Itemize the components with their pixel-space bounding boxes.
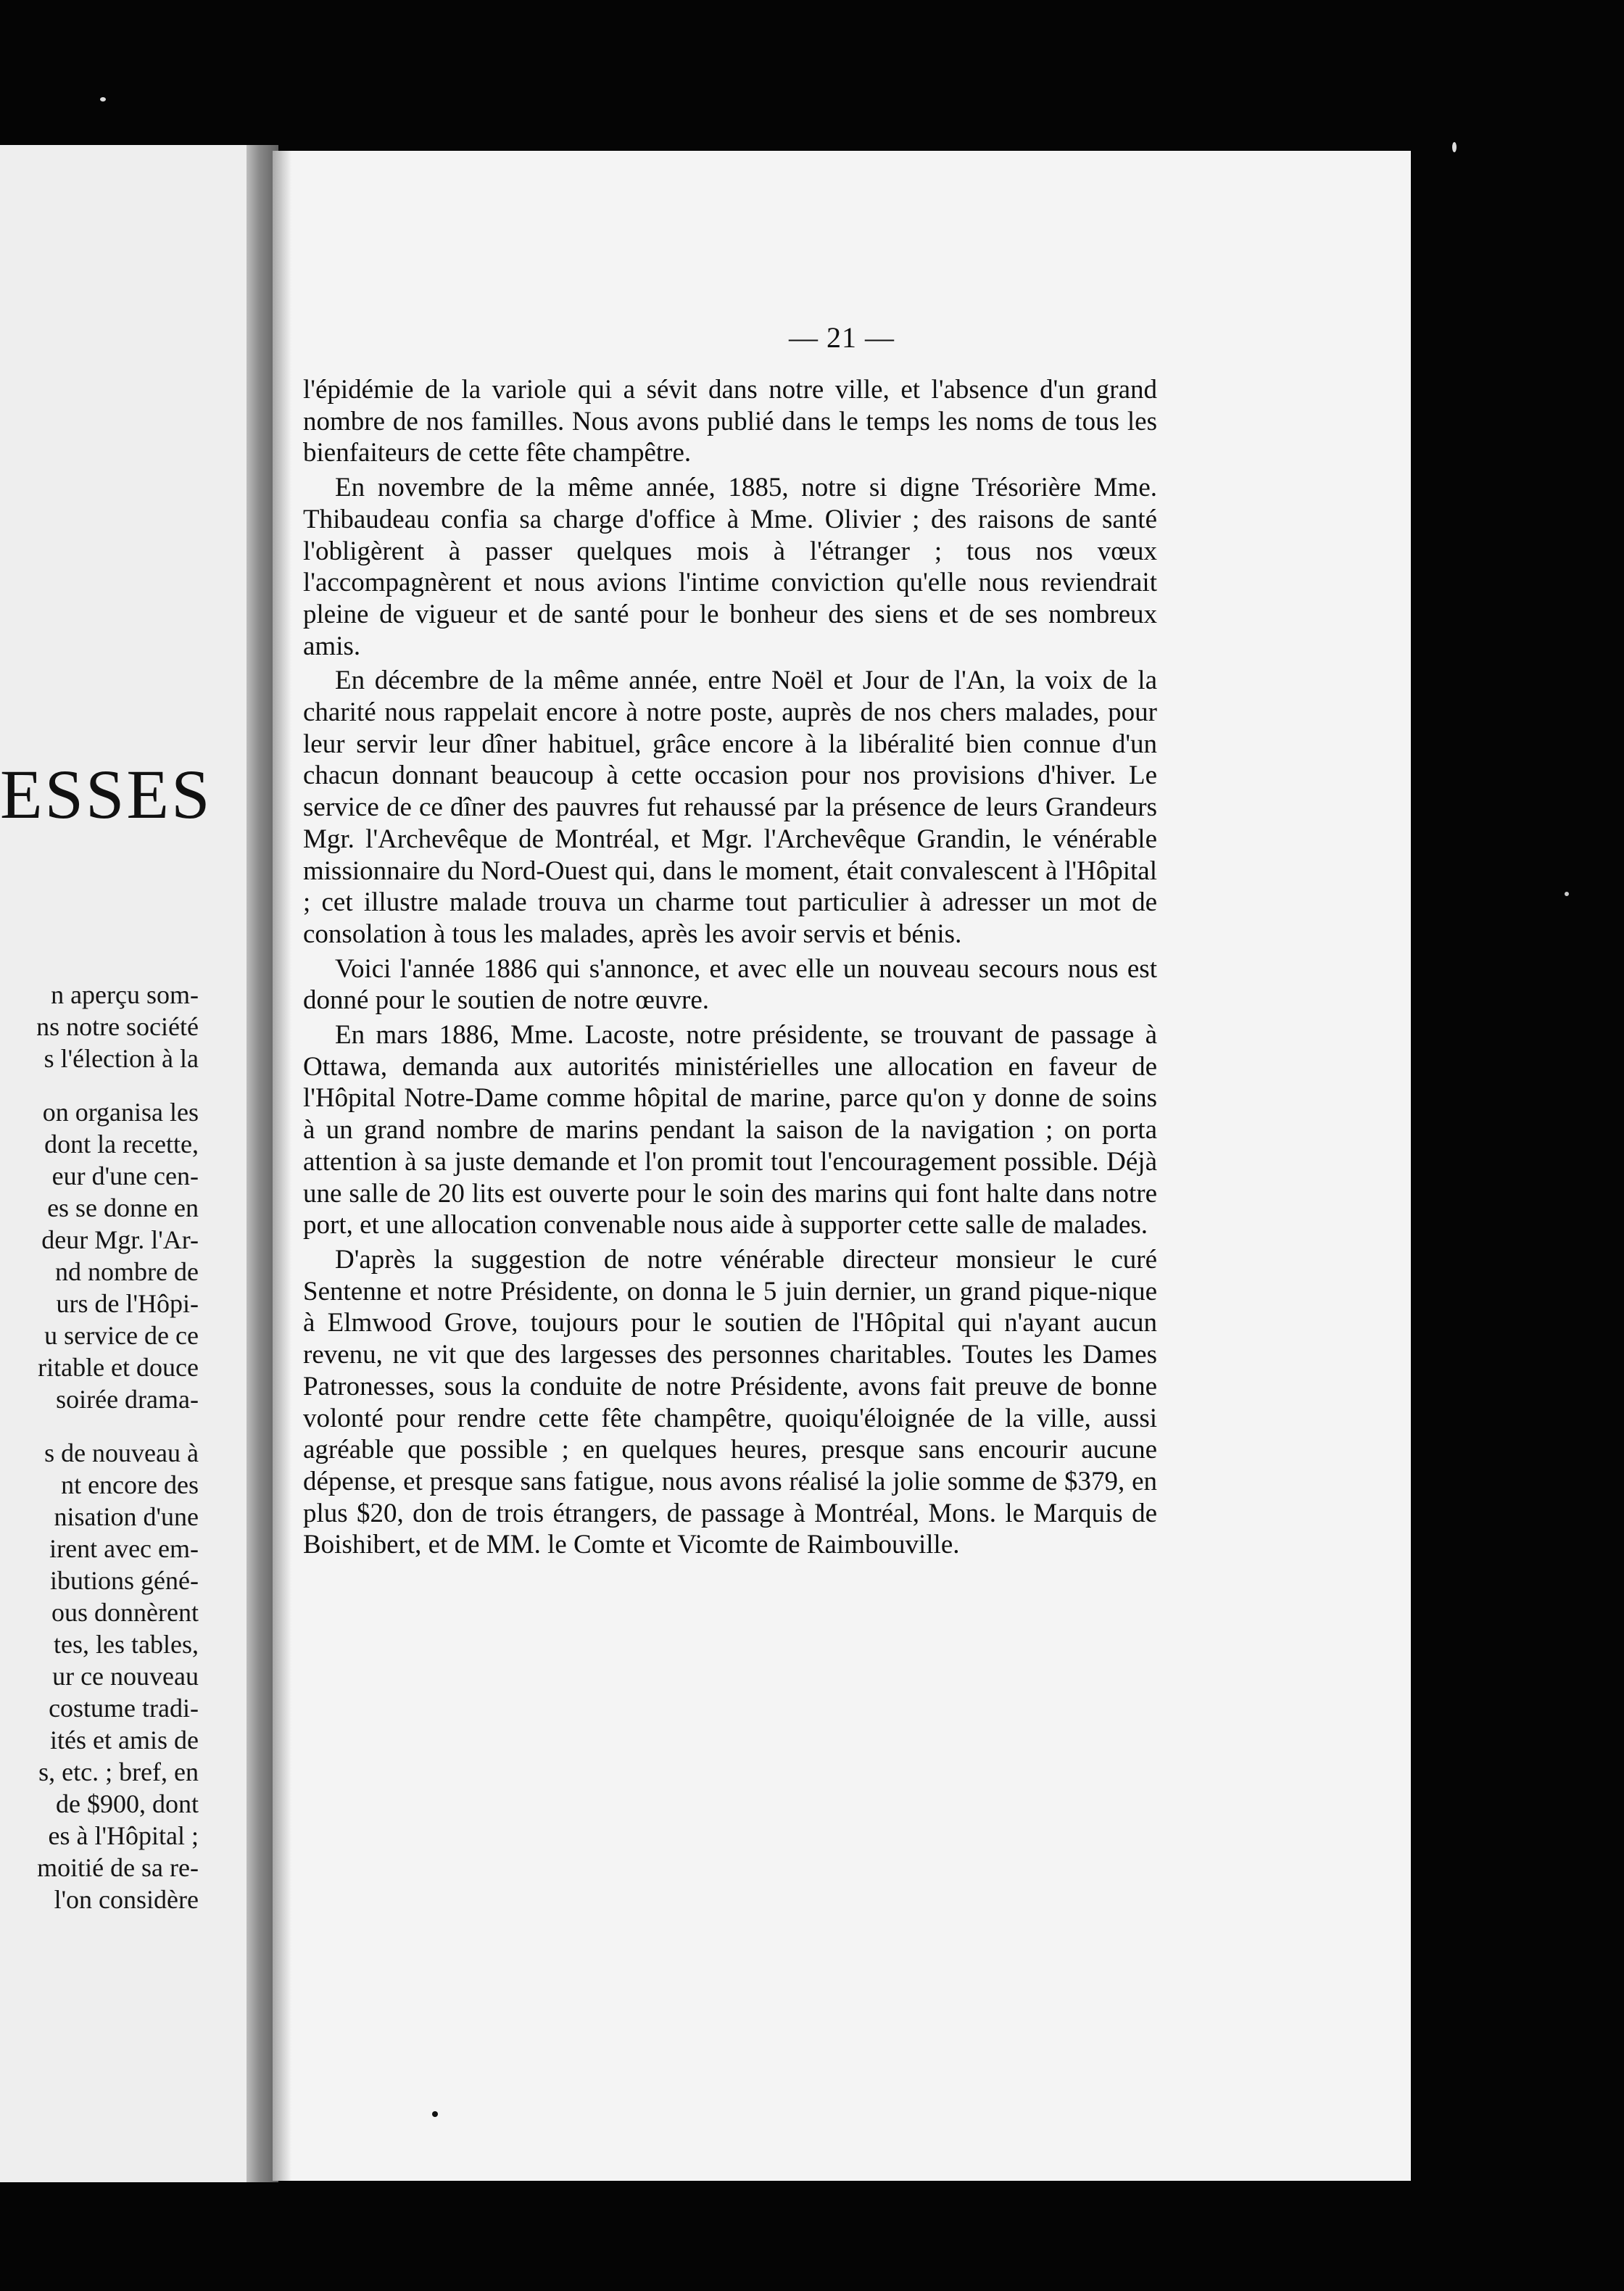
left-line: u service de ce [44, 1321, 199, 1350]
left-line: nd nombre de [55, 1257, 199, 1286]
left-line: ous donnèrent [51, 1598, 199, 1627]
left-page-text [0, 979, 199, 1915]
left-line: moitié de sa re- [37, 1853, 199, 1882]
left-line: urs de l'Hôpi- [56, 1289, 199, 1318]
left-line: dont la recette, [44, 1130, 199, 1159]
left-line: nt encore des [61, 1470, 199, 1499]
paragraph: En décembre de la même année, entre Noël et Jour de l'An, la voix de la charité nous rappelait encore à notre poste, auprès de nos chers malades, pour leur servir leur dîner habituel, grâce encore à la libéralité bien connue d'un chacun donnant beaucoup à cette occasion pour nos provisions d'hiver. Le service de ce dîner des pauvres fut rehaussé par la présence de leurs Grandeurs Mgr. l'Archevêque de Montréal, et Mgr. l'Archevêque Grandin, le vénérable missionnaire du Nord-Ouest qui, dans le moment, était convalescent à l'Hôpital ; cet illustre malade trouva un charme tout particulier à adresser un mot de consolation à tous les malades, après les avoir servis et bénis. [303, 666, 1157, 949]
paragraph: Voici l'année 1886 qui s'annonce, et avec elle un nouveau secours nous est donné pour le soutien de notre œuvre. [303, 953, 1157, 1016]
left-line: s de nouveau à [44, 1438, 199, 1467]
left-line: ibutions géné- [50, 1566, 199, 1595]
left-line: eur d'une cen- [51, 1161, 199, 1190]
left-line: ritable et douce [38, 1353, 199, 1382]
left-line: ur ce nouveau [52, 1662, 199, 1691]
left-line: s l'élection à la [44, 1044, 199, 1073]
left-line: n aperçu som- [51, 980, 199, 1009]
paragraph: D'après la suggestion de notre vénérable directeur monsieur le curé Sentenne et notre Présidente, on donna le 5 juin dernier, un grand pique-nique à Elmwood Grove, toujours pour le soutien de l'Hôpital qui n'ayant aucun revenu, ne vit que des largesses des personnes charitables. Toutes les Dames Patronesses, sous la conduite de notre Présidente, avons fait preuve de bonne volonté pour rendre cette fête champêtre, quoiqu'éloignée de la ville, aussi agréable que possible ; en quelques heures, presque sans encourir aucune dépense, et presque sans fatigue, nous avons réalisé la jolie somme de $379, en plus $20, don de trois étrangers, de passage à Montréal, Mons. le Marquis de Boishibert, et de MM. le Comte et Vicomte de Raimbouville. [303, 1244, 1157, 1560]
main-page [273, 151, 1411, 2181]
left-line: irent avec em- [49, 1534, 199, 1563]
left-line: l'on considère [54, 1885, 199, 1914]
left-line: ns notre société [36, 1012, 199, 1041]
scan-speck [1565, 892, 1569, 896]
left-line: es se donne en [47, 1193, 199, 1222]
paragraph: En mars 1886, Mme. Lacoste, notre présidente, se trouvant de passage à Ottawa, demanda aux autorités ministérielles une allocation en faveur de l'Hôpital Notre-Dame comme hôpital de marine, parce qu'on y donne de soins à un grand nombre de marins pendant la saison de la navigation ; on porta attention à sa juste demande et l'on promit tout l'encouragement possible. Déjà une salle de 20 lits est ouverte pour le soin des marins qui font halte dans notre port, et une allocation convenable nous aide à supporter cette salle de malades. [303, 1020, 1157, 1240]
paragraph: En novembre de la même année, 1885, notre si digne Trésorière Mme. Thibaudeau confia sa charge d'office à Mme. Olivier ; des raisons de santé l'obligèrent à passer quelques mois à l'étranger ; tous nos vœux l'accompagnèrent et nous avions l'intime conviction qu'elle nous reviendrait pleine de vigueur et de santé pour le bonheur des siens et de ses nombreux amis. [303, 473, 1157, 661]
left-page-heading: ESSES [0, 755, 212, 833]
left-line: costume tradi- [49, 1694, 199, 1723]
paragraph: l'épidémie de la variole qui a sévit dans notre ville, et l'absence d'un grand nombre de nos familles. Nous avons publié dans le temps les noms de tous les bienfaiteurs de cette fête champêtre. [303, 375, 1157, 468]
page-fold-shadow [273, 151, 291, 2181]
left-line: soirée drama- [56, 1385, 199, 1414]
left-line: nisation d'une [54, 1502, 199, 1531]
left-line-gap [0, 1415, 199, 1437]
left-line: tes, les tables, [54, 1630, 199, 1659]
scan-speck [100, 97, 106, 102]
left-line: es à l'Hôpital ; [48, 1821, 199, 1850]
scan-speck [1452, 142, 1457, 152]
left-facing-page [0, 145, 260, 2182]
page-body [303, 374, 1157, 1564]
left-line: ités et amis de [50, 1726, 199, 1754]
scan-speck [432, 2111, 438, 2117]
left-line: on organisa les [42, 1098, 199, 1127]
left-line: deur Mgr. l'Ar- [41, 1225, 199, 1254]
left-line: de $900, dont [56, 1789, 199, 1818]
page-number: — 21 — [789, 321, 895, 354]
left-line-gap [0, 1074, 199, 1096]
left-line: s, etc. ; bref, en [38, 1757, 199, 1786]
